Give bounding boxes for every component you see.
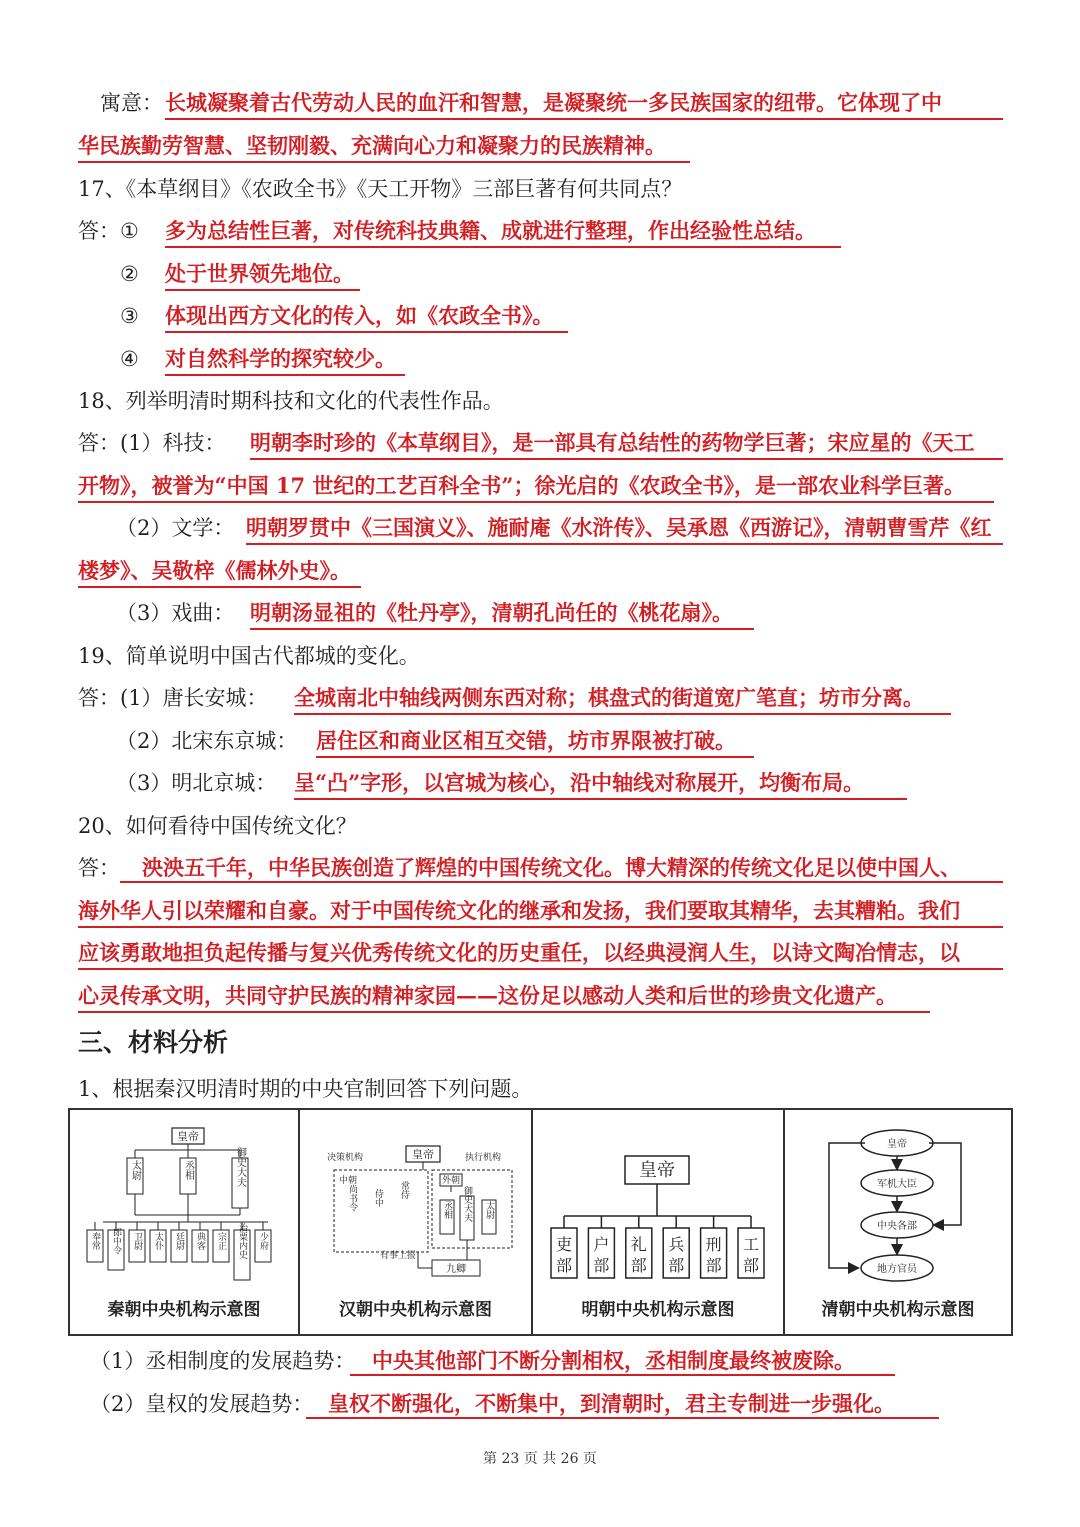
section-title: 三、材料分析	[78, 1028, 229, 1057]
qing-node-label-3: 中央各部	[877, 1221, 917, 1232]
q17-answer-label: 答：	[78, 219, 120, 243]
qing-caption: 清朝中央机构示意图	[821, 1300, 975, 1320]
qin-minister-4: 太仆	[153, 1232, 163, 1250]
sub-q1-label: （1）丞相制度的发展趋势：	[90, 1349, 356, 1373]
qin-minister-2: 郎中令	[111, 1227, 121, 1255]
q18-sci-line-2: 开物》，被誉为“中国 17 世纪的工艺百科全书”；徐光启的《农政全书》，是一部农业科学巨著。	[78, 471, 994, 503]
q17-item-4-text: 对自然科学的探究较少。	[165, 344, 405, 376]
han-outer-col-3: 太尉	[484, 1201, 494, 1219]
han-emperor: 皇帝	[412, 1148, 434, 1161]
han-outer: 外朝	[441, 1176, 461, 1186]
q18-sci-label: 答：(1）科技：	[78, 431, 226, 455]
qin-minister-9: 少府	[258, 1232, 268, 1250]
q17-item-1-text: 多为总结性巨著，对传统科技典籍、成就进行整理，作出经验性总结。	[165, 216, 841, 248]
han-inner-col-1: 尚书令	[347, 1184, 357, 1212]
official-system-diagrams	[68, 1108, 1013, 1336]
ming-ministry-6-suffix: 部	[742, 1256, 760, 1275]
qin-caption: 秦朝中央机构示意图	[107, 1300, 261, 1320]
q19-item-2-label: （2）北宋东京城：	[116, 729, 298, 753]
q18-opera-text: 明朝汤显祖的《牡丹亭》，清朝孔尚任的《桃花扇》。	[250, 598, 754, 630]
ming-ministry-5-suffix: 部	[705, 1256, 722, 1275]
q17-item-2-num: ②	[120, 262, 139, 286]
qin-minister-5: 廷尉	[174, 1232, 184, 1250]
ming-ministry-5: 刑	[705, 1235, 722, 1254]
q17-question: 17、《本草纲目》《农政全书》《天工开物》三部巨著有何共同点？	[78, 177, 683, 201]
meaning-line-1	[100, 88, 163, 118]
ming-diagram	[533, 1110, 785, 1334]
han-outer-col-1: 丞相	[442, 1201, 452, 1219]
q20-line-3: 应该勇敢地担负起传播与复兴优秀传统文化的历史重任，以经典浸润人生，以诗文陶冶情志，以	[78, 938, 1003, 970]
q18-lit-line-1: 明朝罗贯中《三国演义》、施耐庵《水浒传》、吴承恩《西游记》，清朝曹雪芹《红	[246, 513, 1003, 545]
q18-lit-label: （2）文学：	[116, 516, 235, 540]
q17-item-1-num: ①	[120, 219, 139, 243]
qin-minister-3: 卫尉	[132, 1232, 142, 1250]
material-question-1: 1、根据秦汉明清时期的中央官制回答下列问题。	[78, 1077, 533, 1101]
qing-node-label-4: 地方官员	[877, 1264, 917, 1275]
q18-sci-line-1: 明朝李时珍的《本草纲目》，是一部具有总结性的药物学巨著；宋应星的《天工	[250, 428, 1003, 460]
q20-line-2: 海外华人引以荣耀和自豪。对于中国传统文化的继承和发扬，我们要取其精华，去其糟粕。我们	[78, 896, 1003, 928]
ming-ministry-6: 工	[742, 1235, 760, 1254]
page-footer: 第 23 页 共 26 页	[483, 1451, 597, 1467]
han-inner: 中朝	[338, 1176, 358, 1186]
qin-emperor: 皇帝	[177, 1130, 199, 1143]
meaning-answer-line-2: 华民族勤劳智慧、坚韧刚毅、充满向心力和凝聚力的民族精神。	[78, 131, 690, 163]
ming-ministry-4: 兵	[668, 1235, 685, 1254]
ming-ministry-2-suffix: 部	[593, 1256, 610, 1275]
q19-item-1-label: 答：(1）唐长安城：	[78, 686, 268, 710]
q18-opera-label: （3）戏曲：	[116, 601, 235, 625]
ming-caption: 明朝中央机构示意图	[581, 1300, 735, 1320]
sub-q2-label: （2）皇权的发展趋势：	[90, 1392, 314, 1416]
ming-ministry-1-suffix: 部	[555, 1256, 573, 1275]
qing-node-label-1: 皇帝	[887, 1139, 907, 1150]
q19-question: 19、简单说明中国古代都城的变化。	[78, 644, 420, 668]
q19-item-3-label: （3）明北京城：	[116, 771, 277, 795]
han-nine: 九卿	[446, 1264, 466, 1275]
qin-official-3: 御史大夫	[234, 1147, 246, 1187]
qin-minister-8: 治粟内史	[237, 1223, 247, 1259]
ming-ministry-3: 礼	[630, 1235, 647, 1254]
q20-question: 20、如何看待中国传统文化？	[78, 814, 357, 838]
ming-ministry-2: 户	[593, 1235, 610, 1254]
han-diagram	[300, 1110, 533, 1334]
han-execution: 执行机构	[464, 1153, 502, 1163]
sub-q1-answer: 中央其他部门不断分割相权，丞相制度最终被废除。	[350, 1346, 895, 1376]
qing-diagram	[785, 1110, 1011, 1334]
qin-diagram	[70, 1110, 300, 1334]
ming-ministry-3-suffix: 部	[630, 1256, 647, 1275]
qin-minister-7: 宗正	[216, 1232, 226, 1250]
han-outer-col-2: 御史大夫	[462, 1186, 472, 1222]
q17-item-4-num: ④	[120, 347, 139, 371]
sub-q2-answer: 皇权不断强化，不断集中，到清朝时，君主专制进一步强化。	[306, 1389, 939, 1419]
meaning-answer-line-1: 长城凝聚着古代劳动人民的血汗和智慧，是凝聚统一多民族国家的纽带。它体现了中	[165, 88, 1003, 120]
q19-item-2-text: 居住区和商业区相互交错，坊市界限被打破。	[316, 726, 754, 758]
q18-lit-line-2: 楼梦》、吴敬梓《儒林外史》。	[78, 556, 361, 588]
q17-item-3-num: ③	[120, 304, 139, 328]
han-caption: 汉朝中央机构示意图	[339, 1300, 492, 1320]
q17-item-2-text: 处于世界领先地位。	[165, 259, 360, 291]
q20-line-4: 心灵传承文明，共同守护民族的精神家园——这份足以感动人类和后世的珍贵文化遗产。	[78, 981, 930, 1013]
q19-item-1-text: 全城南北中轴线两侧东西对称；棋盘式的街道宽广笔直；坊市分离。	[294, 683, 951, 715]
qin-minister-6: 典客	[195, 1232, 205, 1250]
qin-official-2: 丞相	[182, 1160, 194, 1180]
q17-item-3-text: 体现出西方文化的传入，如《农政全书》。	[165, 301, 568, 333]
ming-emperor: 皇帝	[639, 1160, 675, 1181]
han-inner-col-2: 侍中	[373, 1189, 383, 1207]
ming-ministry-4-suffix: 部	[668, 1256, 685, 1275]
qin-minister-1: 奉常	[90, 1232, 100, 1250]
q20-answer-label: 答：	[78, 856, 120, 880]
qing-node-label-2: 军机大臣	[877, 1179, 917, 1190]
q19-item-3-text: 呈“凸”字形，以宫城为核心，沿中轴线对称展开，均衡布局。	[294, 768, 907, 800]
han-decision: 决策机构	[326, 1153, 364, 1163]
qin-official-1: 太尉	[129, 1160, 141, 1180]
q18-question: 18、列举明清时期科技和文化的代表性作品。	[78, 389, 504, 413]
ming-ministry-1: 吏	[555, 1235, 573, 1254]
meaning-label: 寓意：	[100, 91, 163, 115]
han-report: 有事上报	[379, 1251, 417, 1261]
han-inner-col-3: 常侍	[399, 1181, 409, 1199]
q20-line-1: 泱泱五千年，中华民族创造了辉煌的中国传统文化。博大精深的传统文化足以使中国人、	[120, 853, 1003, 883]
